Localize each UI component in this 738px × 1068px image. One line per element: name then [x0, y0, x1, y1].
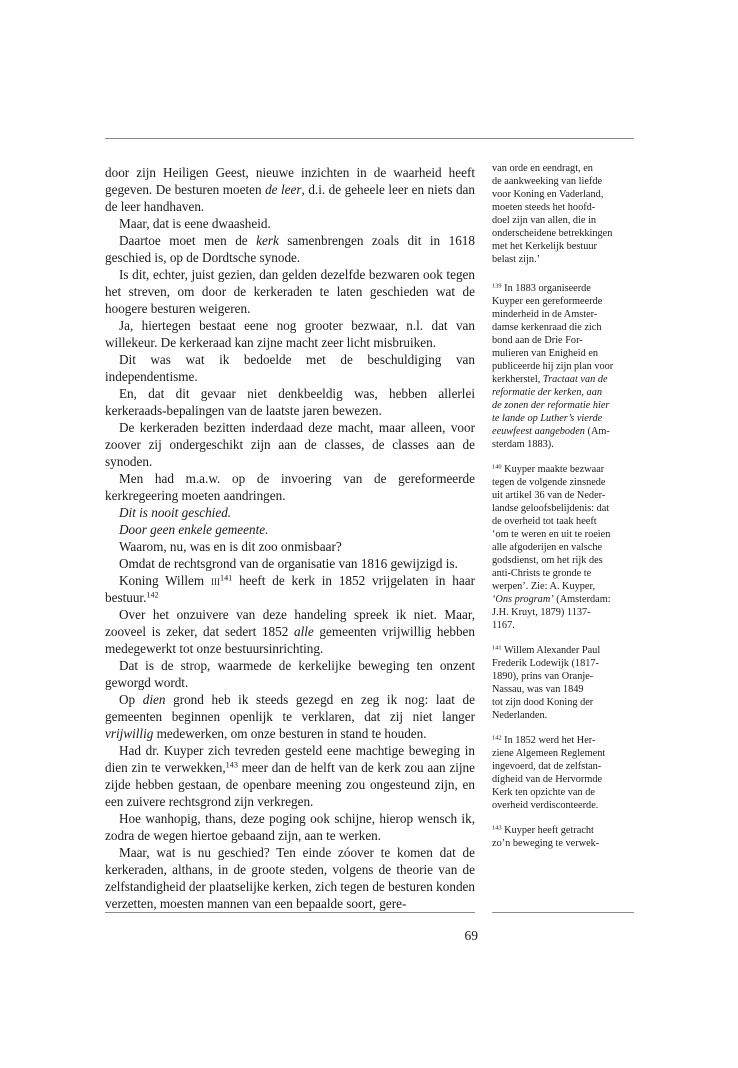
footnotes-column — [492, 162, 634, 862]
footnote: $^{143}$ Kuyper heeft getracht zo’n beweging te verwek- — [492, 824, 600, 849]
paragraph: Is dit, echter, juist gezien, dan gelden dezelfde bezwaren ook tegen het streven, om door de kerkeraden te laten geschieden wat de hoogere besturen weigeren. — [105, 267, 475, 316]
paragraph: Daartoe moet men de kerk samenbrengen zoals dit in 1618 geschied is, op de Dordtsche synode. — [105, 233, 475, 265]
paragraph: door zijn Heiligen Geest, nieuwe inzichten in de waarheid heeft gegeven. De besturen moeten de leer, d.i. de geheele leer en niets dan de leer handhaven. — [105, 165, 475, 214]
paragraph: Men had m.a.w. op de invoering van de gereformeerde kerkregeering moeten aandringen. — [105, 471, 475, 503]
footnote: $^{140}$ Kuyper maakte bezwaar tegen de volgende zinsnede uit artikel 36 van de Neder- landse geloofsbelijdenis: dat de overheid tot taak heeft ‘om te weren en uit te roeien alle afgoderijen en valsche godsdienst, om het rijk des anti-Christs te gronde te werpen’. Zie: A. Kuyper, ‘Ons program’ (Amsterdam: J.H. Kruyt, 1879) 1137- 1167. — [492, 463, 611, 631]
paragraph: Dit was wat ik bedoelde met de beschuldiging van independentisme. — [105, 352, 475, 384]
notes-bottom-rule — [492, 912, 634, 913]
paragraph: Koning Willem iii$^{141}$ heeft de kerk in 1852 vrijgelaten in haar bestuur.$^{142}$ — [105, 573, 475, 605]
page-number: 69 — [464, 928, 478, 943]
paragraph: Dat is de strop, waarmede de kerkelijke beweging ten onzent geworgd wordt. — [105, 658, 475, 690]
paragraph: Door geen enkele gemeente. — [119, 522, 269, 537]
paragraph: De kerkeraden bezitten inderdaad deze macht, maar alleen, voor zoover zij ondergeschikt zijn aan de classes, de classes aan de synoden. — [105, 420, 475, 469]
paragraph: Ja, hiertegen bestaat eene nog grooter bezwaar, n.l. dat van willekeur. De kerkeraad kan zijne macht zeer licht misbruiken. — [105, 318, 475, 350]
paragraph: Hoe wanhopig, thans, deze poging ook schijne, hierop wensch ik, zodra de wegen hiertoe gebaand zijn, aan te werken. — [105, 811, 475, 843]
paragraph: Dit is nooit geschied. — [119, 505, 232, 520]
paragraph: Maar, dat is eene dwaasheid. — [119, 216, 271, 231]
paragraph: Over het onzuivere van deze handeling spreek ik niet. Maar, zooveel is zeker, dat sedert 1852 alle gemeenten vrijwillig hebben medegewerkt tot onze bestuursinrichting. — [105, 607, 475, 656]
main-bottom-rule — [105, 912, 475, 913]
footnote: van orde en eendragt, en de aankweeking van liefde voor Koning en Vaderland, moeten steeds het hoofd- doel zijn van allen, die in onderscheidene betrekkingen met het Kerkelijk bestuur belast zijn.’ — [492, 163, 613, 265]
main-text-column — [105, 164, 475, 912]
footnote: $^{141}$ Willem Alexander Paul Frederik Lodewijk (1817- 1890), prins van Oranje- Nassau, was van 1849 tot zijn dood Koning der Nederlanden. — [492, 644, 601, 721]
paragraph: Had dr. Kuyper zich tevreden gesteld eene machtige beweging in dien zin te verwekken,$^{143}$ meer dan de helft van de kerk zou aan zijne zijde hebben gestaan, de openbare meening zou ongesteund zijn, en een zuivere rechtsgrond zijn verkregen. — [105, 743, 475, 809]
paragraph: Omdat de rechtsgrond van de organisatie van 1816 gewijzigd is. — [119, 556, 458, 571]
footnote: $^{142}$ In 1852 werd het Her- ziene Algemeen Reglement ingevoerd, dat de zelfstan- digheid van de Hervormde Kerk ten opzichte van de overheid verdisconteerde. — [492, 734, 606, 811]
paragraph: Op dien grond heb ik steeds gezegd en zeg ik nog: laat de gemeenten beginnen openlijk te verklaren, dat zij niet langer vrijwillig medewerken, om onze besturen in stand te houden. — [105, 692, 475, 741]
top-rule — [105, 138, 634, 139]
paragraph: Waarom, nu, was en is dit zoo onmisbaar? — [119, 539, 342, 554]
paragraph: En, dat dit gevaar niet denkbeeldig was, hebben allerlei kerkeraads-bepalingen van de laatste jaren bewezen. — [105, 386, 475, 418]
paragraph: Maar, wat is nu geschied? Ten einde zóover te komen dat de kerkeraden, althans, in de groote steden, volgens de theorie van de zelfstandigheid der plaatselijke kerken, zich tegen de besturen konden verzetten, moesten mannen van een bepaalde soort, gere- — [105, 845, 475, 911]
footnote: $^{139}$ In 1883 organiseerde Kuyper een gereformeerde minderheid in de Amster- damse kerkenraad die zich bond aan de Drie For- mulieren van Enigheid en publiceerde hij zijn plan voor kerkherstel, Tractaat van de reformatie der kerken, aan de zonen der reformatie hier te lande op Luther’s vierde eeuwfeest aangeboden (Am- sterdam 1883). — [492, 282, 614, 450]
